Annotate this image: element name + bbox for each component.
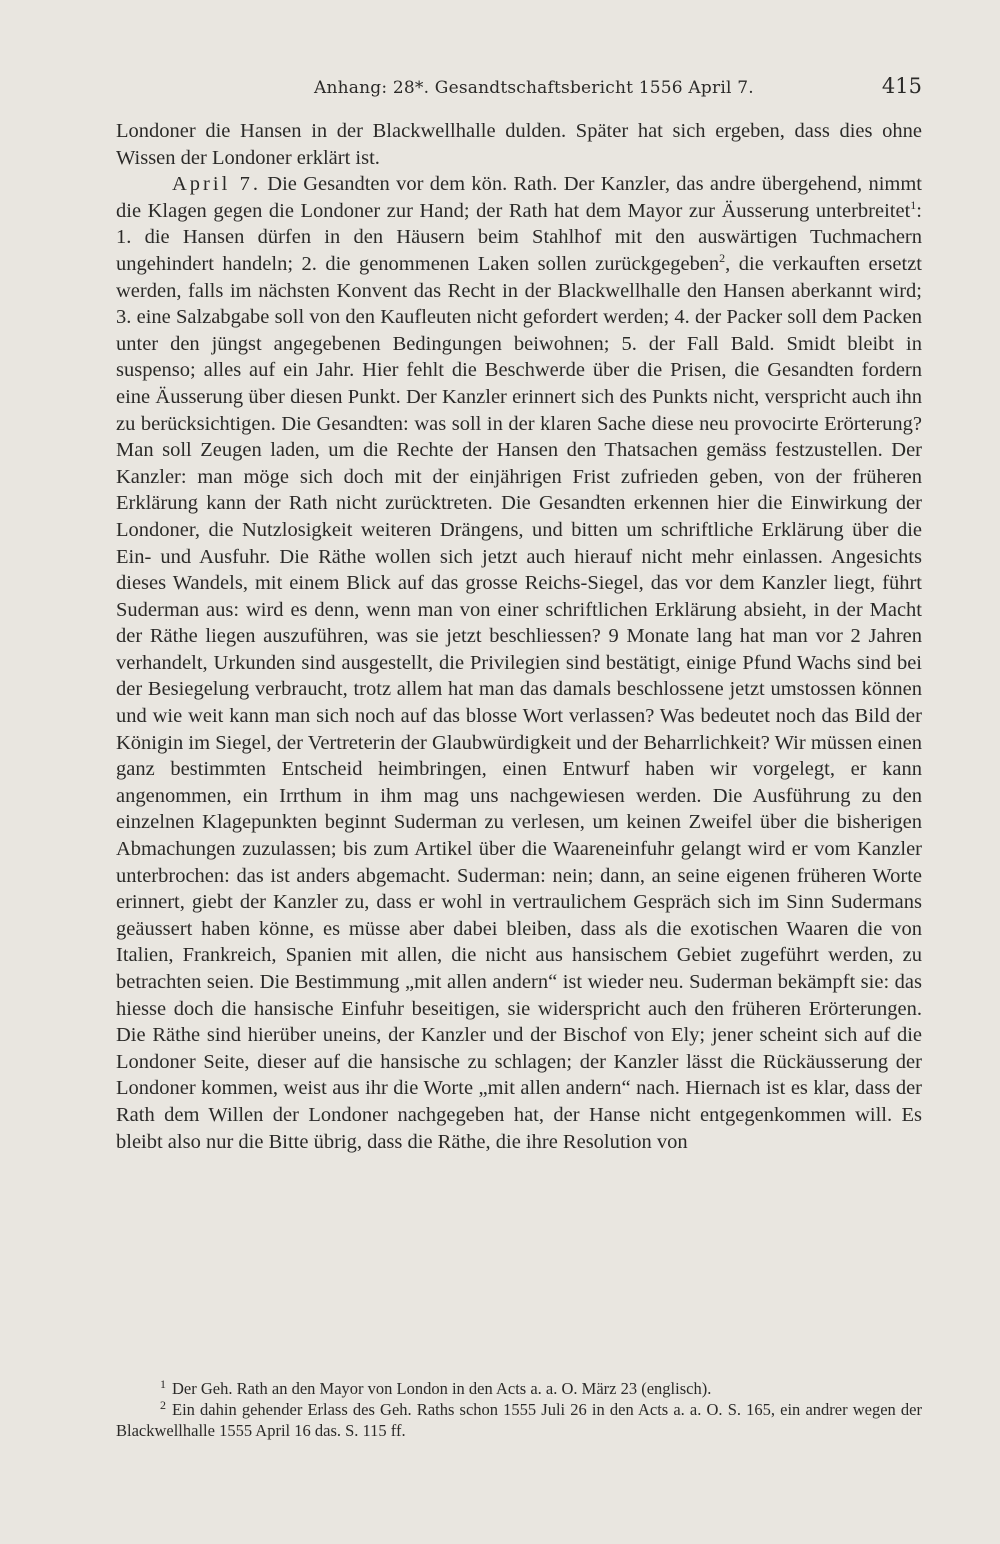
footnote-2 xyxy=(116,1399,922,1441)
paragraph-april-7 xyxy=(116,171,922,1155)
footnote-text: Der Geh. Rath an den Mayor von London in den Acts a. a. O. März 23 (englisch). xyxy=(172,1379,712,1398)
paragraph-text-part: , die verkauften ersetzt werden, falls im nächsten Konvent das Recht in der Blackwellhalle den Hansen aberkannt wird; 3. eine Salzabgabe soll von den Kaufleuten nicht gefordert werden; 4. der Packer soll dem Packen unter den jüngst angegebenen Bedingungen beiwohnen; 5. der Fall Bald. Smidt bleibt in suspenso; alles auf ein Jahr. Hier fehlt die Beschwerde über die Prisen, die Gesandten fordern eine Äusserung über diesen Punkt. Der Kanzler erinnert sich des Punkts nicht, verspricht auch ihn zu berücksichtigen. Die Gesandten: was soll in der klaren Sache diese neu provocirte Erörterung? Man soll Zeugen laden, um die Rechte der Hansen den Thatsachen gemäss festzustellen. Der Kanzler: man möge sich doch mit der einjährigen Frist zufrieden geben, von der früheren Erklärung kann der Rath nicht zurücktreten. Die Gesandten erkennen hier die Einwirkung der Londoner, die Nutzlosigkeit weiteren Drängens, und bitten um schriftliche Erklärung über die Ein- und Ausfuhr. Die Räthe wollen sich jetzt auch hierauf nicht mehr einlassen. Angesichts dieses Wandels, mit einem Blick auf das grosse Reichs-Siegel, das vor dem Kanzler liegt, führt Suderman aus: wird es denn, wenn man von einer schriftlichen Erklärung absieht, in der Macht der Räthe liegen auszuführen, was sie jetzt beschliessen? 9 Monate lang hat man vor 2 Jahren verhandelt, Urkunden sind ausgestellt, die Privilegien sind bestätigt, einige Pfund Wachs sind bei der Besiegelung verbraucht, trotz allem hat man das damals beschlossene jetzt umstossen können und wie weit kann man sich noch auf das blosse Wort verlassen? Was bedeutet noch das Bild der Königin im Siegel, der Vertreterin der Glaubwürdigkeit und der Beharrlichkeit? Wir müssen einen ganz bestimmten Entscheid heimbringen, einen Entwurf haben wir vorgelegt, er kann angenommen, ein Irrthum in ihm mag uns nachgewiesen werden. Die Ausführung zu den einzelnen Klagepunkten beginnt Suderman zu verlesen, um keinen Zweifel über die bisherigen Abmachungen zuzulassen; bis zum Artikel über die Waareneinfuhr gelangt wird er vom Kanzler unterbrochen: das ist anders abgemacht. Suderman: nein; dann, an seine eigenen früheren Worte erinnert, giebt der Kanzler zu, dass er wohl in vertraulichem Gespräch sich im Sinn Sudermans geäussert haben könne, es müsse aber dabei bleiben, dass als die exotischen Waaren die von Italien, Frankreich, Spanien mit allen, die nicht aus hansischem Gebiet zugeführt werden, zu betrachten seien. Die Bestimmung „mit allen andern“ ist wieder neu. Suderman bekämpft sie: das hiesse doch die hansische Einfuhr beseitigen, sie widerspricht auch den früheren Erörterungen. Die Räthe sind hierüber uneins, der Kanzler und der Bischof von Ely; jener scheint sich auf die Londoner Seite, dieser auf die hansische zu schlagen; der Kanzler lässt die Rückäusserung der Londoner kommen, weist aus ihr die Worte „mit allen andern“ nach. Hiernach ist es klar, dass der Rath dem Willen der Londoner nachgegeben hat, der Hanse nicht entgegenkommen will. Es bleibt also nur die Bitte übrig, dass die Räthe, die ihre Resolution von xyxy=(116,252,922,1153)
footnote-mark: 1 xyxy=(160,1377,166,1391)
footnote-ref-2[interactable]: 2 xyxy=(719,250,726,265)
footnotes xyxy=(116,1378,922,1441)
paragraph-text-part: Die Gesandten vor dem kön. Rath. Der Kanzler, das andre übergehend, nimmt die Klagen gegen die Londoner zur Hand; der Rath hat dem Mayor zur Äusserung unterbreitet xyxy=(116,173,922,222)
footnote-mark: 2 xyxy=(160,1398,166,1412)
page-header xyxy=(116,74,922,104)
paragraph-text-part: : 1. die Hansen dürfen in den Häusern beim Stahlhof mit den auswärtigen Tuchmachern ungehindert handeln; 2. die genommenen Laken sollen zurückgegeben xyxy=(116,199,922,275)
page-number: 415 xyxy=(881,74,922,98)
running-title: Anhang: 28*. Gesandtschaftsbericht 1556 April 7. xyxy=(314,78,754,98)
footnote-ref-1[interactable]: 1 xyxy=(910,197,917,212)
body-text xyxy=(116,118,922,1155)
date-label: April 7. xyxy=(172,173,261,196)
footnote-1 xyxy=(116,1378,922,1399)
footnote-text: Ein dahin gehender Erlass des Geh. Raths schon 1555 Juli 26 in den Acts a. a. O. S. 165, ein andrer wegen der Blackwellhalle 1555 April 16 das. S. 115 ff. xyxy=(116,1400,922,1440)
paragraph-continuation: Londoner die Hansen in der Blackwellhalle dulden. Später hat sich ergeben, dass dies ohne Wissen der Londoner erklärt ist. xyxy=(116,120,922,169)
